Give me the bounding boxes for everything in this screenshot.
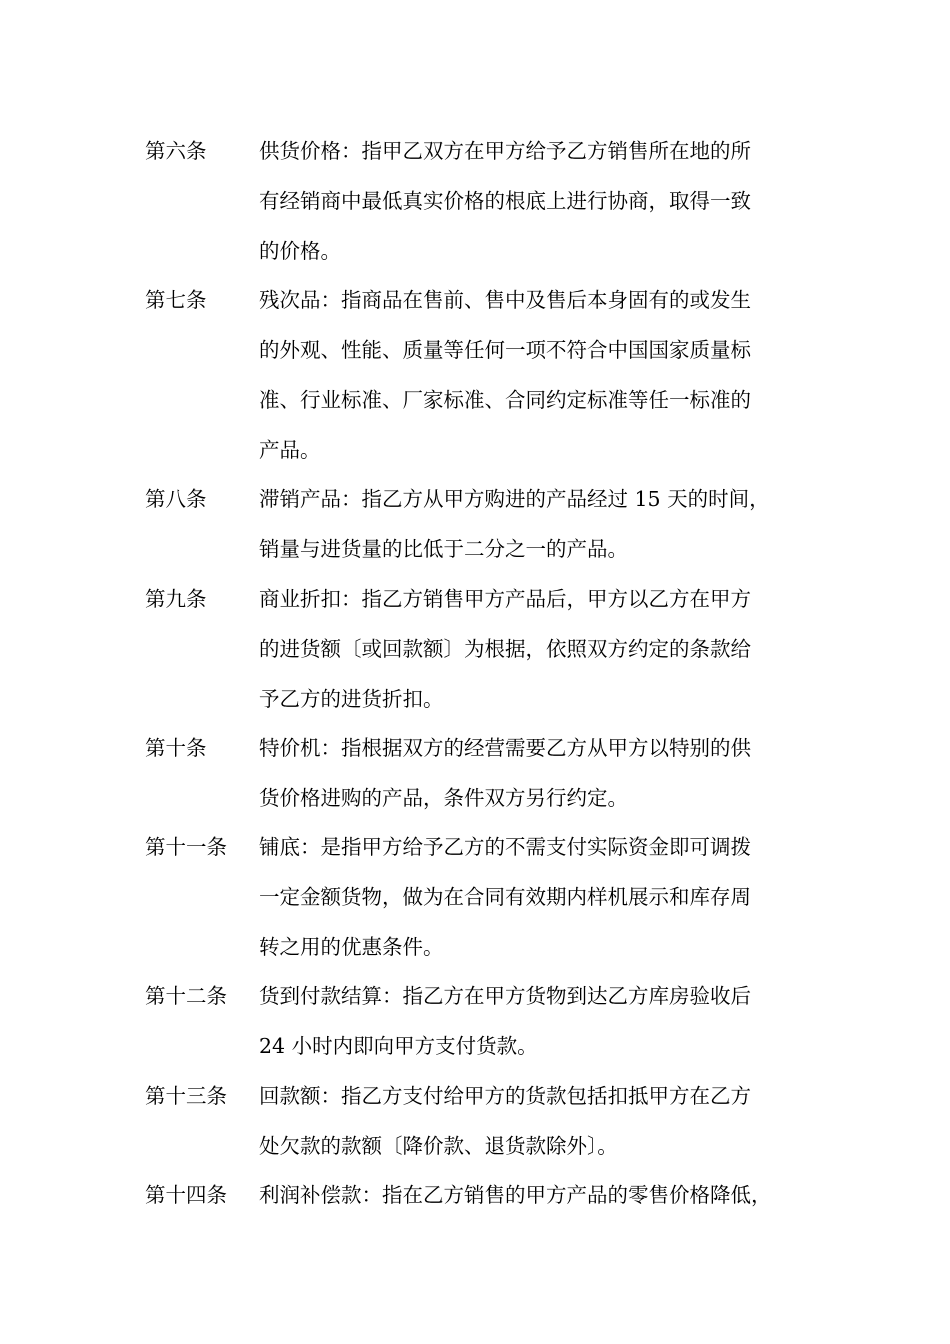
text-line: 利润补偿款：指在乙方销售的甲方产品的零售价格降低，: [259, 1183, 772, 1207]
text-line: 处欠款的款额〔降价款、退货款除外〕。: [259, 1134, 618, 1158]
text-line: 商业折扣：指乙方销售甲方产品后，甲方以乙方在甲方: [259, 587, 751, 611]
article-text: [259, 1071, 811, 1171]
text-line: 货价格进购的产品，条件双方另行约定。: [259, 786, 628, 810]
article-number: 第十一条: [145, 835, 227, 859]
text-line: 产品。: [259, 438, 321, 462]
text-line: 一定金额货物，做为在合同有效期内样机展示和库存周: [259, 885, 751, 909]
text-line: 的价格。: [259, 239, 341, 263]
text-line: 供货价格：指甲乙双方在甲方给予乙方销售所在地的所: [259, 139, 751, 163]
text-line: 货到付款结算：指乙方在甲方货物到达乙方库房验收后: [259, 984, 751, 1008]
text-line: 的进货额〔或回款额〕为根据，依照双方约定的条款给: [259, 637, 751, 661]
article-text: [259, 474, 811, 574]
article-number: 第十三条: [145, 1084, 227, 1108]
text-line: 予乙方的进货折扣。: [259, 687, 444, 711]
text-line: 的外观、性能、质量等任何一项不符合中国国家质量标: [259, 338, 751, 362]
article-number: 第七条: [145, 288, 207, 312]
text-line: 销量与进货量的比低于二分之一的产品。: [259, 537, 628, 561]
article-number: 第十二条: [145, 984, 227, 1008]
text-line: 滞销产品：指乙方从甲方购进的产品经过 15 天的时间，: [259, 487, 770, 511]
article-number: 第六条: [145, 139, 207, 163]
article-text: [259, 1170, 811, 1220]
text-line: 有经销商中最低真实价格的根底上进行协商，取得一致: [259, 189, 751, 213]
article-text: [259, 126, 811, 276]
text-line: 转之用的优惠条件。: [259, 935, 444, 959]
text-line: 准、行业标准、厂家标准、合同约定标准等任一标准的: [259, 388, 751, 412]
text-line: 残次品：指商品在售前、售中及售后本身固有的或发生: [259, 288, 751, 312]
article-text: [259, 822, 811, 972]
article-number: 第九条: [145, 587, 207, 611]
text-line: 回款额：指乙方支付给甲方的货款包括扣抵甲方在乙方: [259, 1084, 751, 1108]
article-text: [259, 971, 811, 1071]
text-line: 特价机：指根据双方的经营需要乙方从甲方以特别的供: [259, 736, 751, 760]
text-line: 24 小时内即向甲方支付货款。: [259, 1034, 538, 1058]
article-number: 第十四条: [145, 1183, 227, 1207]
text-line: 铺底：是指甲方给予乙方的不需支付实际资金即可调拨: [259, 835, 751, 859]
article-text: [259, 574, 811, 724]
article-number: 第十条: [145, 736, 207, 760]
article-number: 第八条: [145, 487, 207, 511]
article-text: [259, 723, 811, 823]
article-text: [259, 275, 811, 475]
